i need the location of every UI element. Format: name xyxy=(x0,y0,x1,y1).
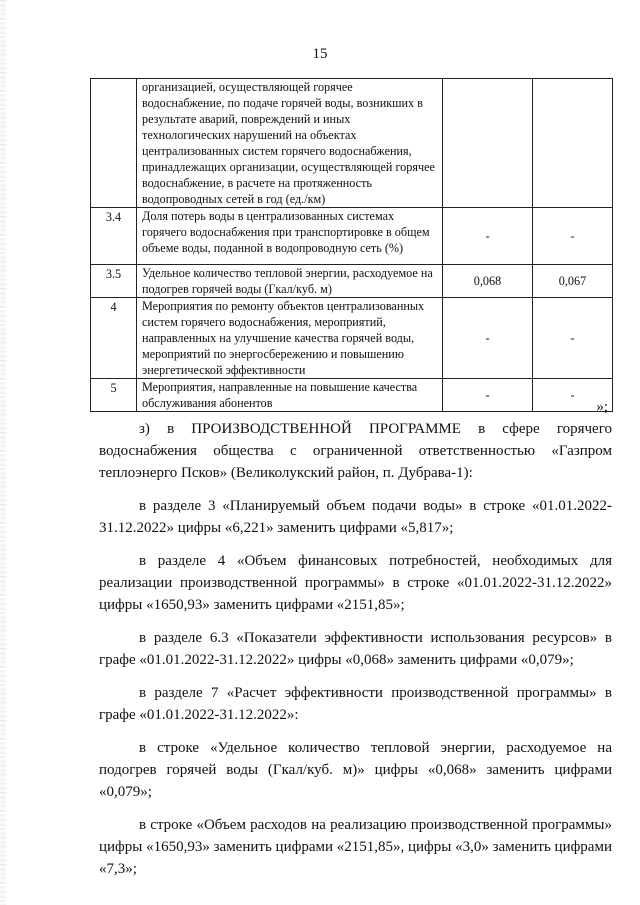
row-value-2 xyxy=(533,79,613,208)
indicators-table xyxy=(90,78,613,412)
table-row xyxy=(91,298,613,379)
row-value-2: 0,067 xyxy=(533,265,613,298)
row-value-1: - xyxy=(443,208,533,265)
row-description: Доля потерь воды в централизованных системах горячего водоснабжения при транспортировке в общем объеме воды, поданной в водопроводную сеть (%) xyxy=(137,208,443,265)
row-number: 5 xyxy=(91,379,137,412)
paragraph: в строке «Объем расходов на реализацию производственной программы» цифры «1650,93» заменить цифрами «2151,85», цифры «3,0» заменить цифрами «7,3»; xyxy=(99,817,612,877)
paragraph: в разделе 7 «Расчет эффективности производственной программы» в графе «01.01.2022-31.12.2022»: xyxy=(99,685,612,723)
row-value-2: - xyxy=(533,379,613,412)
scan-edge-artifact xyxy=(0,0,6,905)
row-number: 4 xyxy=(91,298,137,379)
row-description: Мероприятия, направленные на повышение качества обслуживания абонентов xyxy=(137,379,443,412)
row-value-2: - xyxy=(533,208,613,265)
row-value-1: - xyxy=(443,379,533,412)
table-row xyxy=(91,208,613,265)
table-row xyxy=(91,379,613,412)
table-closing-mark: »; xyxy=(596,399,608,415)
paragraph: в разделе 6.3 «Показатели эффективности использования ресурсов» в графе «01.01.2022-31.12.2022» цифры «0,068» заменить цифрами «0,079»; xyxy=(99,630,612,668)
row-value-2: - xyxy=(533,298,613,379)
amendment-text xyxy=(99,418,612,891)
row-value-1: 0,068 xyxy=(443,265,533,298)
row-value-1 xyxy=(443,79,533,208)
paragraph: з) в ПРОИЗВОДСТВЕННОЙ ПРОГРАММЕ в сфере горячего водоснабжения общества с ограниченной ответственностью «Газпром теплоэнерго Псков» (Великолукский район, п. Дубрава-1): xyxy=(99,421,612,481)
row-number: 3.4 xyxy=(91,208,137,265)
row-number xyxy=(91,79,137,208)
page-number: 15 xyxy=(312,46,328,62)
row-description: Удельное количество тепловой энергии, расходуемое на подогрев горячей воды (Гкал/куб. м) xyxy=(137,265,443,298)
row-value-1: - xyxy=(443,298,533,379)
table-row xyxy=(91,265,613,298)
row-description: Мероприятия по ремонту объектов централизованных систем горячего водоснабжения, мероприятий, направленных на улучшение качества горячей воды, мероприятий по энергосбережению и повышению энергетической эффективности xyxy=(137,298,443,379)
paragraph: в строке «Удельное количество тепловой энергии, расходуемое на подогрев горячей воды (Гкал/куб. м)» цифры «0,068» заменить цифрами «0,079»; xyxy=(99,740,612,800)
paragraph: в разделе 4 «Объем финансовых потребностей, необходимых для реализации производственной программы» в строке «01.01.2022-31.12.2022» цифры «1650,93» заменить цифрами «2151,85»; xyxy=(99,553,612,613)
table-row xyxy=(91,79,613,208)
row-description: организацией, осуществляющей горячее водоснабжение, по подаче горячей воды, возникших в результате аварий, повреждений и иных технологических нарушений на объектах централизованных систем горячего водоснабжения, принадлежащих организации, осуществляющей горячее водоснабжение, в расчете на протяженность водопроводных сетей в год (ед./км) xyxy=(137,79,443,208)
paragraph: в разделе 3 «Планируемый объем подачи воды» в строке «01.01.2022-31.12.2022» цифры «6,221» заменить цифрами «5,817»; xyxy=(99,498,612,536)
row-number: 3.5 xyxy=(91,265,137,298)
